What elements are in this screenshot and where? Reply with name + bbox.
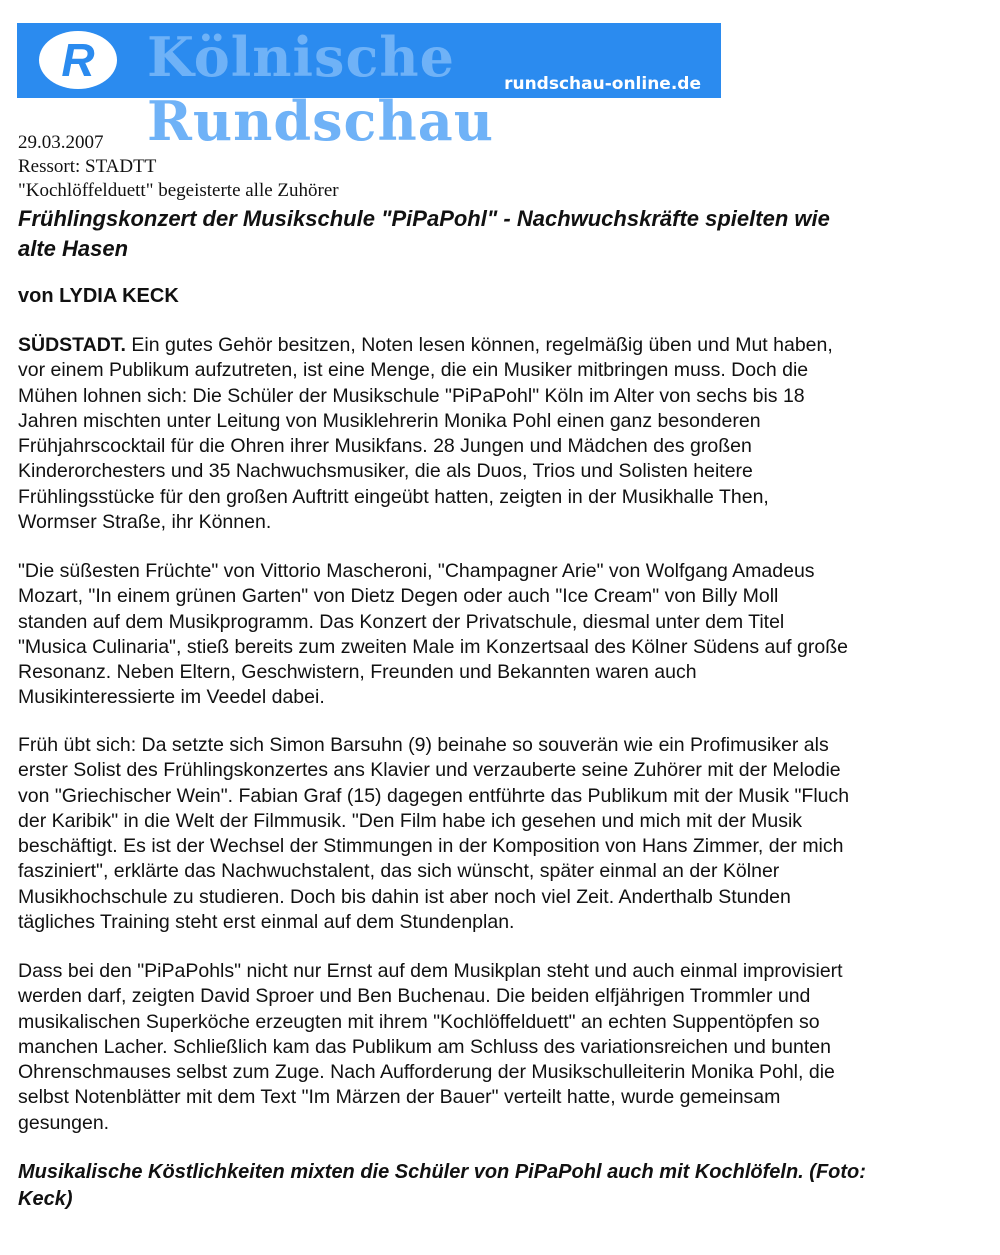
title-line: alte Hasen xyxy=(18,236,129,261)
paragraph-line: beschäftigt. Es ist der Wechsel der Stimmungen in der Komposition von Hans Zimmer, der mich xyxy=(18,835,844,858)
paragraph-line: vor einem Publikum aufzutreten, ist eine Menge, die ein Musiker mitbringen muss. Doch die xyxy=(18,359,809,382)
paragraph-line: erster Solist des Frühlingskonzertes ans Klavier und verzauberte seine Zuhörer mit der Melodie xyxy=(18,759,841,782)
paragraph-4 xyxy=(18,959,843,1136)
title-line: Frühlingskonzert der Musikschule "PiPaPohl" - Nachwuchskräfte spielten wie xyxy=(18,206,830,231)
paragraph-line: Ohrenschmauses selbst zum Zuge. Nach Aufforderung der Musikschulleiterin Monika Pohl, die xyxy=(18,1061,835,1084)
logo-letter: R xyxy=(61,34,95,86)
paragraph-line: standen auf dem Musikprogramm. Das Konzert der Privatschule, diesmal unter dem Titel xyxy=(18,610,785,633)
paragraph-line: "Die süßesten Früchte" von Vittorio Mascheroni, "Champagner Arie" von Wolfgang Amadeus xyxy=(18,560,815,582)
paragraph-1 xyxy=(18,333,833,535)
paragraph-line: Mozart, "In einem grünen Garten" von Dietz Degen oder auch "Ice Cream" von Billy Moll xyxy=(18,585,779,608)
paragraph-line: von "Griechischer Wein". Fabian Graf (15) dagegen entführte das Publikum mit der Musik "Fluch xyxy=(18,784,850,807)
caption-line: Keck) xyxy=(18,1188,73,1210)
paragraph-line: Ein gutes Gehör besitzen, Noten lesen können, regelmäßig üben und Mut haben, xyxy=(125,334,833,356)
site-url: rundschau-online.de xyxy=(504,74,701,94)
paragraph-line: Resonanz. Neben Eltern, Geschwistern, Freunden und Bekannten waren auch xyxy=(18,661,697,684)
paragraph-line: Wormser Straße, ihr Können. xyxy=(18,511,272,534)
paragraph-line: Musikhochschule zu studieren. Doch bis dahin ist aber noch viel Zeit. Anderthalb Stunden xyxy=(18,885,791,908)
article-section: Ressort: STADTT xyxy=(18,156,157,177)
dateline: SÜDSTADT. xyxy=(18,334,126,356)
article-date: 29.03.2007 xyxy=(18,132,104,153)
paragraph-2 xyxy=(18,559,848,711)
paragraph-line: "Musica Culinaria", stieß bereits zum zweiten Male im Konzertsaal des Kölner Südens auf große xyxy=(18,635,848,658)
article-meta xyxy=(18,131,339,203)
paragraph-line: Dass bei den "PiPaPohls" nicht nur Ernst auf dem Musikplan steht und auch einmal improvisiert xyxy=(18,960,843,982)
paragraph-line: Musikinteressierte im Veedel dabei. xyxy=(18,686,325,709)
newspaper-logo xyxy=(39,31,117,89)
photo-caption xyxy=(18,1159,866,1213)
paragraph-line: Früh übt sich: Da setzte sich Simon Barsuhn (9) beinahe so souverän wie ein Profimusiker als xyxy=(18,734,829,756)
masthead-title: Kölnische Rundschau xyxy=(147,25,494,153)
article-title xyxy=(18,204,830,264)
paragraph-line: musikalischen Superköche erzeugten mit ihrem "Kochlöffelduett" an echten Suppentöpfen so xyxy=(18,1010,820,1033)
caption-line: Musikalische Köstlichkeiten mixten die Schüler von PiPaPohl auch mit Kochlöfeln. (Foto: xyxy=(18,1161,866,1183)
paragraph-line: manchen Lacher. Schließlich kam das Publikum am Schluss des variationsreichen und bunten xyxy=(18,1035,831,1058)
paragraph-line: werden darf, zeigten David Sproer und Ben Buchenau. Die beiden elfjährigen Trommler und xyxy=(18,985,811,1008)
paragraph-line: tägliches Training steht erst einmal auf dem Stundenplan. xyxy=(18,911,515,934)
article-kicker: "Kochlöffelduett" begeisterte alle Zuhörer xyxy=(18,180,339,201)
paragraph-line: selbst Notenblätter mit dem Text "Im Märzen der Bauer" verteilt hatte, wurde gemeinsam xyxy=(18,1086,781,1109)
paragraph-3 xyxy=(18,733,849,935)
paragraph-line: der Karibik" in die Welt der Filmmusik. "Den Film habe ich gesehen und mich mit der Musik xyxy=(18,809,803,832)
paragraph-line: Frühjahrscocktail für die Ohren ihrer Musikfans. 28 Jungen und Mädchen des großen xyxy=(18,435,752,458)
paragraph-line: fasziniert", erklärte das Nachwuchstalent, das sich wünscht, später einmal an der Kölner xyxy=(18,860,780,883)
paragraph-line: gesungen. xyxy=(18,1111,110,1134)
paragraph-line: Kinderorchesters und 35 Nachwuchsmusiker, die als Duos, Trios und Solisten heitere xyxy=(18,460,753,483)
paragraph-line: Frühlingsstücke für den großen Auftritt eingeübt hatten, zeigten in der Musikhalle Then, xyxy=(18,485,769,508)
paragraph-line: Mühen lohnen sich: Die Schüler der Musikschule "PiPaPohl" Köln im Alter von sechs bis 18 xyxy=(18,384,805,407)
byline: von LYDIA KECK xyxy=(18,285,179,307)
paragraph-line: Jahren mischten unter Leitung von Musiklehrerin Monika Pohl einen ganz besonderen xyxy=(18,409,761,432)
